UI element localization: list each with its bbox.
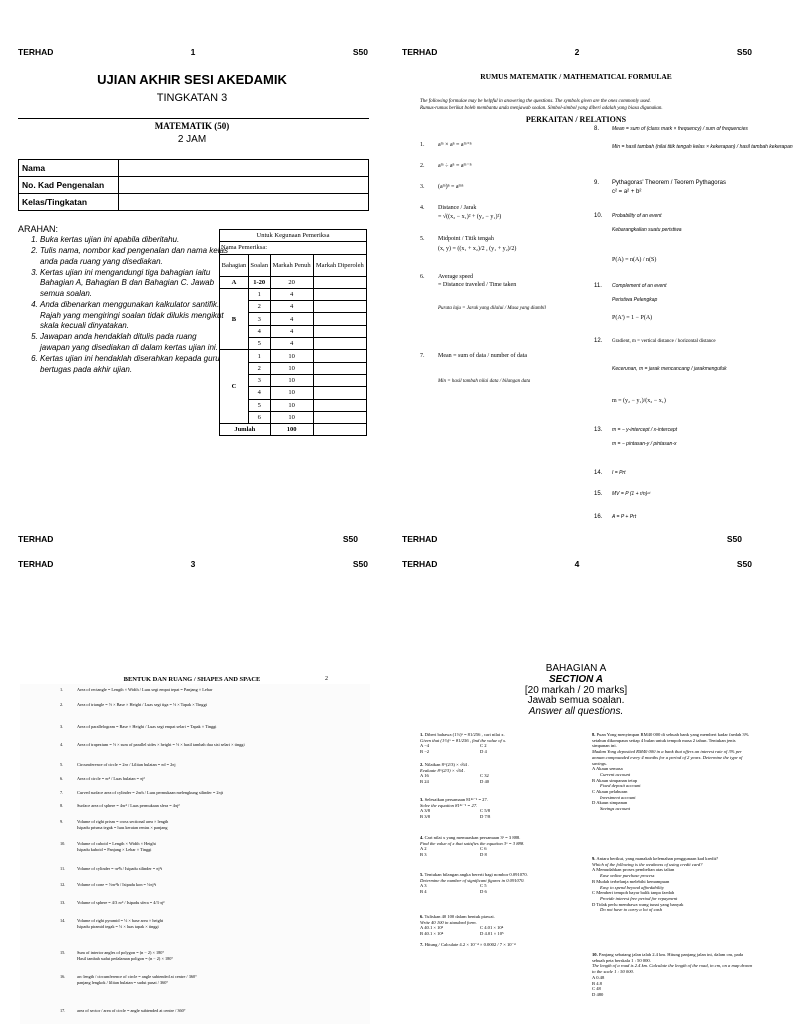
marks-obtained-cell[interactable] bbox=[313, 338, 366, 350]
question-cell: 4 bbox=[248, 325, 270, 337]
option-translation: Fixed deposit account bbox=[600, 783, 641, 789]
note-en: The following formulae may be helpful in answering the questions. The symbols given are the ones commonly used. bbox=[420, 99, 651, 104]
footer-code: S50 bbox=[726, 534, 742, 544]
answer-option[interactable]: B 3/8 bbox=[420, 814, 431, 820]
shape-formula: 17. area of sector / area of circle = angle subtended at centre / 360° bbox=[60, 1008, 186, 1013]
answer-option[interactable]: A 0.48 bbox=[592, 974, 605, 980]
question-item: 7. Hitung / Calculate 4.2 × 10⁻⁴ × 0.0002 / 7 × 10⁻⁴ bbox=[420, 942, 516, 947]
full-marks-cell: 10 bbox=[270, 387, 313, 399]
shape-formula: 16. arc length / circumference of circle = angle subtended at centre / 360° panjang lengkok / lilitan bulatan = sudut pusat / 360° bbox=[60, 974, 197, 985]
answer-option[interactable]: A 3/8 bbox=[420, 808, 431, 814]
page-header bbox=[18, 47, 368, 59]
question-item: 6. Tuliskan 40 100 dalam bentuk piawai. Write 40 100 in standard form. A 40.1 × 10³ C 4.01 × 10⁴ B 40.1 × 10⁴ D 4.01 × 10⁵ bbox=[420, 914, 580, 937]
section-cell: C bbox=[220, 350, 249, 424]
relations-heading: PERKAITAN / RELATIONS bbox=[525, 115, 627, 124]
marks-obtained-cell[interactable] bbox=[313, 350, 366, 362]
answer-option[interactable]: A 16 bbox=[420, 773, 429, 779]
shape-formula: 7. Curved surface area of cylinder = 2πrh / Luas permukaan melengkung silinder = 2πjt bbox=[60, 790, 224, 795]
shape-formula: 4. Area of trapezium = ½ × sum of parallel sides × height = ½ × hasil tambah dua sisi selari × tinggi bbox=[60, 742, 245, 747]
question-cell: 3 bbox=[248, 374, 270, 386]
instruction-item: 6. Kertas ujian ini hendaklah diserahkan kepada guru bertugas pada akhir ujian. bbox=[40, 354, 228, 375]
col-header: Bahagian bbox=[220, 254, 249, 276]
page-header bbox=[402, 559, 752, 571]
option-translation: Current account bbox=[600, 771, 631, 777]
shape-formula: 11. Volume of cylinder = πr²h / Isipadu silinder = πj²t bbox=[60, 866, 163, 871]
marks-obtained-cell[interactable] bbox=[313, 399, 366, 411]
answer-option[interactable]: A Akaun semasa bbox=[592, 766, 623, 772]
total-full-marks: 100 bbox=[270, 424, 313, 436]
header-code: S50 bbox=[736, 559, 752, 569]
shape-formula: 14. Volume of right pyramid = ⅓ × base area × height Isipadu piramid tegak = ⅓ × luas tapak × tinggi bbox=[60, 918, 164, 929]
instruction-en: Answer all questions. bbox=[528, 706, 624, 718]
page-2: TERHAD 2 S50 RUMUS MATEMATIK / MATHEMATICAL FORMULAE The following formulae may be helpful in answering the questions. The symbols given are the ones commonly used. Rumus-rumus berikut boleh membantu anda menjawab soalan. Simbol-simbol yang diberi adalah yang biasa digunakan. PERKAITAN / RELATIONS 1. aᵐ × aⁿ = aᵐ⁺ⁿ 2. aᵐ ÷ aⁿ = aᵐ⁻ⁿ 3. (aᵐ)ⁿ = aᵐⁿ 4. Distance / Jarak = √((x₂ − x₁)² + (y₂ − y₁)²) 5. Midpoint / Titik tengah (x, y) = ((x₁ + x₂)/2 , (y₁ + y₂)/2) 6. Average speed = Distance traveled / Time taken Purata laju = Jarak yang dilalui / Masa yang diambil 7. Mean = sum of data / number of data Min = hasil tambah nilai data / bilangan data 8. Mean = sum of (class mark × frequency) / sum of frequencies Min = hasil tambah (nilai titik tengah kelas × kekerapan) / hasil tambah kekerapan 9. Pythagoras' Theorem / Teorem Pythagoras c² = a² + b² 10. Probability of an event Kebarangkalian suatu peristiwa P(A) = n(A) / n(S) 11. Complement of an event Peristiwa Pelengkap P(A') = 1 − P(A) 12. Gradient, m = vertical distance / horizontal distance Kecerunan, m = jarak mencancang / jarakmengufuk m = (y₂ − y₁)/(x₂ − x₁) 13. m = − y-intercept / x-intercept m = − pintasan-y / pintasan-x 14. I = Prt 15. MV = P (1 + r/n)ⁿᵗ 16. A = P + Prt TERHAD S50 bbox=[384, 0, 768, 512]
question-item: 2. Nilaikan 8^(2/3) × √64 . Evaluate 8^(2/3) × √64 . A 16 C 32 B 24 D 40 bbox=[420, 762, 580, 785]
field-label: Kelas/Tingkatan bbox=[19, 194, 119, 211]
page-number: 1 bbox=[190, 47, 196, 57]
page-3 bbox=[0, 512, 384, 1024]
marks-obtained-cell[interactable] bbox=[313, 301, 366, 313]
option-translation: Savings account bbox=[600, 806, 630, 812]
instruction-item: 5. Jawapan anda hendaklah ditulis pada ruang jawapan yang disediakan di dalam kertas ujian ini. bbox=[40, 332, 228, 353]
question-cell: 4 bbox=[248, 387, 270, 399]
option-translation: Easy to spend beyond affordability bbox=[600, 884, 664, 890]
col-header: Markah Diperoleh bbox=[313, 254, 366, 276]
instructions-label: ARAHAN: bbox=[18, 224, 59, 234]
question-cell: 1-20 bbox=[248, 276, 270, 288]
question-cell: 1 bbox=[248, 350, 270, 362]
answer-option[interactable]: A 2 bbox=[420, 846, 427, 852]
full-marks-cell: 10 bbox=[270, 350, 313, 362]
question-item: 3. Selesaikan persamaan 81²ˣ⁻¹ = 27. Solve the equation 81²ˣ⁻¹ = 27. A 3/8 C 5/8 B 3/8 D 7/8 bbox=[420, 797, 580, 820]
full-marks-cell: 4 bbox=[270, 325, 313, 337]
bahagian-title: BAHAGIAN A bbox=[545, 663, 607, 674]
page-1 bbox=[0, 0, 384, 544]
answer-option[interactable]: A 40.1 × 10³ bbox=[420, 925, 444, 931]
marks-obtained-cell[interactable] bbox=[313, 411, 366, 423]
answer-option[interactable]: D 4 bbox=[480, 749, 487, 755]
answer-option[interactable]: D 6 bbox=[480, 889, 487, 895]
answer-option[interactable]: D 480 bbox=[592, 991, 604, 997]
shape-formula: 2. Area of triangle = ½ × Base × Height / Luas segi tiga = ½ × Tapak × Tinggi bbox=[60, 702, 207, 707]
answer-option[interactable]: B 24 bbox=[420, 779, 429, 785]
answer-option[interactable]: C Memberi tempoh bayar balik tanpa faedah bbox=[592, 890, 675, 896]
section-cell: A bbox=[220, 276, 249, 288]
answer-option[interactable]: D 40 bbox=[480, 779, 490, 785]
duration: 2 JAM bbox=[177, 134, 207, 145]
question-cell: 2 bbox=[248, 301, 270, 313]
header-label: TERHAD bbox=[402, 47, 438, 57]
page-number: 3 bbox=[190, 559, 196, 569]
full-marks-cell: 4 bbox=[270, 313, 313, 325]
total-label: Jumlah bbox=[220, 424, 271, 436]
full-marks-cell: 10 bbox=[270, 362, 313, 374]
footer-label: TERHAD bbox=[18, 534, 54, 544]
page-number: 4 bbox=[574, 559, 580, 569]
subject-title: MATEMATIK (50) bbox=[154, 121, 230, 131]
full-marks-cell: 20 bbox=[270, 276, 313, 288]
section-number: 2 bbox=[325, 676, 328, 682]
question-cell: 3 bbox=[248, 313, 270, 325]
section-cell: B bbox=[220, 288, 249, 349]
question-item: 5. Tentukan bilangan angka bererti bagi nombor 0.091070. Determine the number of significant figures in 0.091070. A 3 C 5 B 4 D 6 bbox=[420, 872, 580, 895]
question-item: 1. Diberi bahawa (1⅓)ˣ = 81/256 , cari nilai x. Given that (1⅓)ˣ = 81/256 , find the value of x. A −4 C 2 B −2 D 4 bbox=[420, 732, 580, 755]
answer-option[interactable]: A −4 bbox=[420, 743, 430, 749]
answer-option[interactable]: B 40.1 × 10⁴ bbox=[420, 931, 444, 937]
marks-obtained-cell[interactable] bbox=[313, 387, 366, 399]
marks-obtained-cell[interactable] bbox=[313, 374, 366, 386]
question-item: 4. Cari nilai x yang memuaskan persamaan 3ˣ = 3 888. Find the value of x that satisfies the equation 3ˣ = 3 888. A 2 C 6 B 3 D 8 bbox=[420, 835, 580, 858]
marks-obtained-cell[interactable] bbox=[313, 362, 366, 374]
answer-option[interactable]: C 4.01 × 10⁴ bbox=[480, 925, 504, 931]
formulae-title: RUMUS MATEMATIK / MATHEMATICAL FORMULAE bbox=[480, 72, 672, 81]
answer-option[interactable]: A 3 bbox=[420, 883, 427, 889]
header-label: TERHAD bbox=[18, 47, 54, 57]
question-cell: 5 bbox=[248, 399, 270, 411]
answer-option[interactable]: A Memudahkan proses pembelian atas talian bbox=[592, 867, 675, 873]
instruction-item: 1. Buka kertas ujian ini apabila diberitahu. bbox=[40, 235, 228, 246]
full-marks-cell: 4 bbox=[270, 288, 313, 300]
answer-option[interactable]: D 7/8 bbox=[480, 814, 491, 820]
question-item: 10. Panjang sebatang jalan ialah 2.4 km. Hitung panjang jalan ini, dalam cm, pada sebuah peta berskala 1 : 50 000. The length of a road is 2.4 km. Calculate the length of the road, in cm, on a map drawn to the scale 1 : 50 000. A 0.48 B 4.8 C 48 D 480 bbox=[592, 952, 753, 997]
shape-formula: 10. Volume of cuboid = Length × Width × Height Isipadu kuboid = Panjang × Lebar × Tinggi bbox=[60, 841, 156, 852]
section-marks: [20 markah / 20 marks] bbox=[524, 684, 628, 696]
instruction-item: 4. Anda dibenarkan menggunakan kalkulator santifik. Rajah yang mengiringi soalan tidak dilukis mengikut skala kecuali dinyatakan. bbox=[40, 300, 228, 332]
formulae-note bbox=[420, 98, 740, 112]
class-field[interactable] bbox=[119, 194, 369, 211]
shape-formula: 8. Surface area of sphere = 4πr² / Luas permukaan sfera = 4πj² bbox=[60, 803, 180, 808]
instruction-item: 2. Tulis nama, nombor kad pengenalan dan nama kelas anda pada ruang yang disediakan. bbox=[40, 246, 228, 267]
shape-formula: 1. Area of rectangle = Length × Width / Luas segi empat tepat = Panjang × Lebar bbox=[60, 687, 213, 692]
answer-option[interactable]: B Mudah terbelanja melebihi kemampuan bbox=[592, 878, 670, 884]
divider bbox=[18, 118, 369, 119]
shape-formula: 13. Volume of sphere = 4/3 πr³ / Isipadu sfera = 4/3 πj³ bbox=[60, 900, 165, 905]
question-cell: 2 bbox=[248, 362, 270, 374]
exam-title: UJIAN AKHIR SESI AKEDAMIK bbox=[97, 72, 287, 87]
shape-formula: 5. Circumference of circle = 2πr / Lilitan bulatan = πd = 2πj bbox=[60, 762, 176, 767]
section-title: SECTION A bbox=[548, 673, 604, 685]
full-marks-cell: 4 bbox=[270, 301, 313, 313]
total-obtained-cell[interactable] bbox=[313, 424, 366, 436]
form-level: TINGKATAN 3 bbox=[156, 92, 228, 104]
page-header bbox=[18, 559, 368, 571]
question-item: 9. Antara berikut, yang manakah kelemahan penggunaan kad kredit? Which of the following is the weakness of using credit card? A Memudahkan proses pembelian atas talian Ease online purchase process B Mudah terbelanja melebihi kemampuan Easy to spend beyond affordability C Memberi tempoh bayar balik tanpa faedah Provide interest free period for repayment D Tidak perlu membawa wang tunai yang banyak Do not have to carry a lot of cash bbox=[592, 856, 719, 913]
answer-option[interactable]: C 32 bbox=[480, 773, 489, 779]
formula-sheet bbox=[20, 684, 370, 1024]
question-cell: 1 bbox=[248, 288, 270, 300]
marks-obtained-cell[interactable] bbox=[313, 276, 366, 288]
instructions-list bbox=[28, 235, 228, 376]
answer-option[interactable]: D 4.01 × 10⁵ bbox=[480, 931, 504, 937]
answer-option[interactable]: B −2 bbox=[420, 749, 430, 755]
shapes-title: BENTUK DAN RUANG / SHAPES AND SPACE bbox=[123, 676, 261, 683]
option-translation: Investment account bbox=[600, 794, 636, 800]
shape-formula: 3. Area of parallelogram = Base × Height / Luas segi empat selari = Tapak × Tinggi bbox=[60, 724, 217, 729]
header-code: S50 bbox=[352, 47, 368, 57]
answer-option[interactable]: C 2 bbox=[480, 743, 487, 749]
footer-label: TERHAD bbox=[402, 534, 438, 544]
examiner-marks-table bbox=[219, 229, 367, 436]
col-header: Markah Penuh bbox=[270, 254, 313, 276]
answer-option[interactable]: B Akaun simpanan tetap bbox=[592, 777, 638, 783]
shape-formula: 9. Volume of right prism = cross sectional area × length Isipadu prisma tegak = luas keratan rentas × panjang bbox=[60, 819, 169, 830]
full-marks-cell: 10 bbox=[270, 411, 313, 423]
marks-table-title: Untuk Kegunaan Pemeriksa bbox=[220, 230, 367, 242]
answer-option[interactable]: B 4.8 bbox=[592, 980, 602, 986]
field-label: Nama bbox=[19, 160, 119, 177]
answer-option[interactable]: C 5 bbox=[480, 883, 487, 889]
answer-option[interactable]: C 6 bbox=[480, 846, 487, 852]
ic-number-field[interactable] bbox=[119, 177, 369, 194]
name-field[interactable] bbox=[119, 160, 369, 177]
page-4 bbox=[384, 512, 768, 1024]
header-label: TERHAD bbox=[402, 559, 438, 569]
full-marks-cell: 10 bbox=[270, 374, 313, 386]
answer-option[interactable]: D Tidak perlu membawa wang tunai yang banyak bbox=[592, 901, 684, 907]
header-label: TERHAD bbox=[18, 559, 54, 569]
full-marks-cell: 10 bbox=[270, 399, 313, 411]
header-code: S50 bbox=[736, 47, 752, 57]
header-code: S50 bbox=[352, 559, 368, 569]
section-a-heading bbox=[384, 664, 768, 718]
page-number: 2 bbox=[574, 47, 580, 57]
question-cell: 6 bbox=[248, 411, 270, 423]
student-info-table bbox=[18, 159, 369, 211]
footer-code: S50 bbox=[342, 534, 358, 544]
answer-option[interactable]: C Akaun pelaburan bbox=[592, 789, 628, 795]
note-ms: Rumus-rumus berikut boleh membantu anda menjawab soalan. Simbol-simbol yang diberi adalah yang biasa digunakan. bbox=[420, 106, 663, 111]
field-label: No. Kad Pengenalan bbox=[19, 177, 119, 194]
option-translation: Provide interest free period for repayment bbox=[600, 895, 678, 901]
answer-option[interactable]: C 48 bbox=[592, 986, 601, 992]
col-header: Soalan bbox=[248, 254, 270, 276]
shape-formula: 12. Volume of cone = ⅓πr²h / Isipadu kon = ⅓πj²t bbox=[60, 882, 157, 887]
answer-option[interactable]: C 5/8 bbox=[480, 808, 491, 814]
answer-option[interactable]: B 3 bbox=[420, 852, 427, 858]
shape-formula: 6. Area of circle = πr² / Luas bulatan = πj² bbox=[60, 776, 145, 781]
full-marks-cell: 4 bbox=[270, 338, 313, 350]
page-header bbox=[402, 47, 752, 59]
answer-option[interactable]: D Akaun simpanan bbox=[592, 800, 628, 806]
question-item: 8. Puan Yong menyimpan RM40 000 di sebuah bank yang memberi kadar faedah 3% setahun dikompaun setiap 4 bulan untuk tempoh masa 2 tahun. Tentukan jenis simpanan ini. Madam Yong deposited RM40 000 in a bank that offers an interest rate of 3% per annum compounded every 4 months for a period of 2 years. Determine the type of savings. A Akaun semasa Current account B Akaun simpanan tetap Fixed deposit account C Akaun pelaburan Investment account D Akaun simpanan Savings account bbox=[592, 732, 749, 812]
answer-option[interactable]: B 4 bbox=[420, 889, 427, 895]
option-translation: Do not have to carry a lot of cash bbox=[600, 907, 663, 913]
shape-formula: 15. Sum of interior angles of polygon = (n − 2) × 180° Hasil tambah sudut pedalaman poligon = (n − 2) × 180° bbox=[60, 950, 174, 961]
instruction-item: 3. Kertas ujian ini mengandungi tiga bahagian iaitu Bahagian A, Bahagian B dan Bahagian C. Jawab semua soalan. bbox=[40, 268, 228, 300]
marks-obtained-cell[interactable] bbox=[313, 288, 366, 300]
question-cell: 5 bbox=[248, 338, 270, 350]
option-translation: Ease online purchase process bbox=[600, 873, 655, 879]
instruction-ms: Jawab semua soalan. bbox=[527, 695, 625, 707]
marks-obtained-cell[interactable] bbox=[313, 313, 366, 325]
examiner-name-label: Nama Pemeriksa: bbox=[220, 242, 367, 254]
marks-obtained-cell[interactable] bbox=[313, 325, 366, 337]
answer-option[interactable]: D 8 bbox=[480, 852, 487, 858]
